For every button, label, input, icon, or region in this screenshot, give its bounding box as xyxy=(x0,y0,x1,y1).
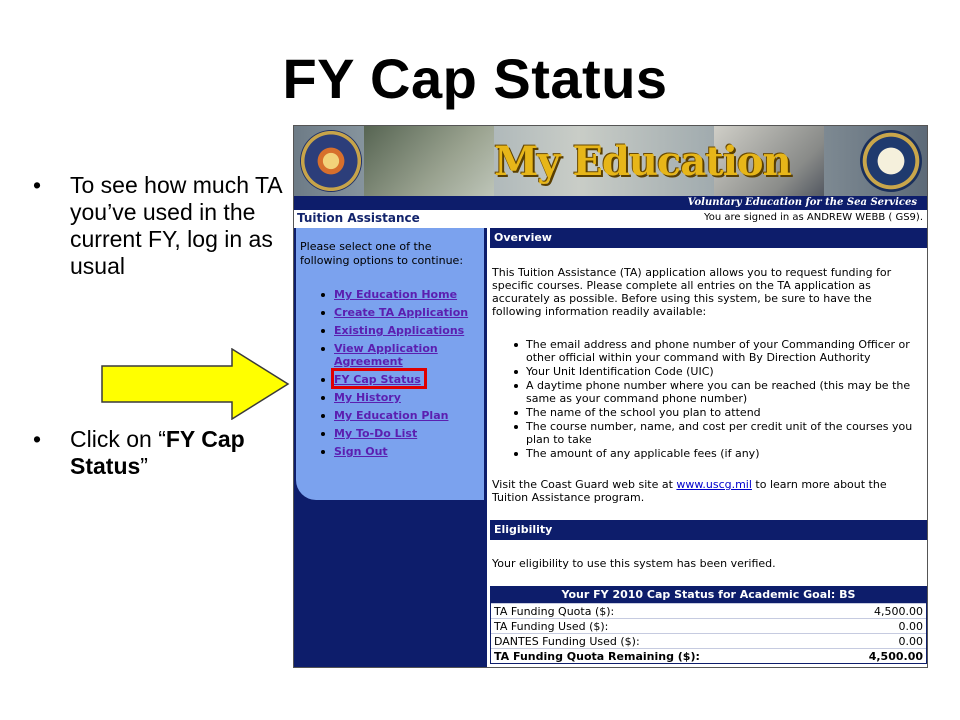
uscg-link[interactable]: www.uscg.mil xyxy=(676,478,752,491)
bullet-click-instruction xyxy=(30,426,292,480)
app-tagline: Voluntary Education for the Sea Services xyxy=(687,197,917,208)
app-logo: My Education xyxy=(494,138,791,185)
row-value: 0.00 xyxy=(898,635,923,648)
cap-status-heading: Your FY 2010 Cap Status for Academic Goal: BS xyxy=(491,587,926,603)
right-arrow-icon xyxy=(100,348,290,420)
visit-suffix: to learn more about the Tuition Assistance program. xyxy=(492,478,887,504)
cap-status-table xyxy=(490,586,927,664)
list-item: The course number, name, and cost per credit unit of the courses you plan to take xyxy=(512,420,924,446)
sidebar-item-view-application-agreement[interactable]: View Application Agreement xyxy=(318,342,488,368)
sidebar-item-create-ta-application[interactable]: Create TA Application xyxy=(318,306,488,319)
bullet-prefix: Click on “ xyxy=(70,426,166,452)
sidebar-intro: Please select one of the following options to continue: xyxy=(300,240,464,267)
sidebar-item-my-education-home[interactable]: My Education Home xyxy=(318,288,488,301)
section-title: Tuition Assistance xyxy=(297,211,420,225)
visit-prefix: Visit the Coast Guard web site at xyxy=(492,478,677,491)
sidebar-item-existing-applications[interactable]: Existing Applications xyxy=(318,324,488,337)
eligibility-heading: Eligibility xyxy=(490,520,927,540)
banner-photo xyxy=(364,126,494,196)
list-item: The email address and phone number of your Commanding Officer or other official within your command with By Direction Authority xyxy=(512,338,924,364)
row-label: TA Funding Used ($): xyxy=(494,620,609,633)
sidebar-item-my-history[interactable]: My History xyxy=(318,391,488,404)
table-row xyxy=(491,618,926,633)
bullet-suffix: ” xyxy=(140,453,148,479)
sidebar-panel xyxy=(296,228,484,500)
row-label: TA Funding Quota Remaining ($): xyxy=(494,650,700,663)
bullet-login-instruction: • To see how much TA you’ve used in the current FY, log in as usual xyxy=(30,172,292,280)
signed-in-status: You are signed in as ANDREW WEBB ( GS9). xyxy=(703,212,923,223)
visit-paragraph xyxy=(492,478,924,504)
app-header xyxy=(294,210,927,228)
app-banner xyxy=(294,126,927,196)
requirements-list xyxy=(512,338,924,461)
app-screenshot xyxy=(293,125,928,668)
overview-intro: This Tuition Assistance (TA) application allows you to request funding for specific courses. Please complete all entries on the TA application as accurately as possible. Before using this system, be sure to have the following information readily available: xyxy=(492,266,892,318)
main-content xyxy=(490,228,927,668)
slide-title: FY Cap Status xyxy=(282,47,668,110)
list-item: The amount of any applicable fees (if any) xyxy=(512,447,924,460)
table-row-total xyxy=(491,648,926,663)
list-item: The name of the school you plan to attend xyxy=(512,406,924,419)
fy-cap-status-highlight xyxy=(331,368,427,389)
table-row xyxy=(491,633,926,648)
tagline-bar xyxy=(294,196,927,210)
table-row xyxy=(491,603,926,618)
navy-college-seal-icon xyxy=(860,130,922,192)
sidebar-item-sign-out[interactable]: Sign Out xyxy=(318,445,488,458)
overview-heading: Overview xyxy=(490,228,927,248)
sidebar-item-my-to-do-list[interactable]: My To-Do List xyxy=(318,427,488,440)
list-item: Your Unit Identification Code (UIC) xyxy=(512,365,924,378)
row-value: 0.00 xyxy=(898,620,923,633)
sidebar-item-my-education-plan[interactable]: My Education Plan xyxy=(318,409,488,422)
row-label: TA Funding Quota ($): xyxy=(494,605,615,618)
row-value: 4,500.00 xyxy=(874,605,923,618)
row-label: DANTES Funding Used ($): xyxy=(494,635,640,648)
eligibility-text: Your eligibility to use this system has been verified. xyxy=(492,557,776,570)
list-item: A daytime phone number where you can be reached (this may be the same as your command phone number) xyxy=(512,379,924,405)
bullet-bold-text: FY Cap Status xyxy=(70,426,245,479)
sidebar-item-fy-cap-status[interactable]: FY Cap Status xyxy=(318,373,488,386)
sidebar xyxy=(294,228,487,668)
compass-seal-icon xyxy=(300,130,362,192)
row-value: 4,500.00 xyxy=(868,650,923,663)
